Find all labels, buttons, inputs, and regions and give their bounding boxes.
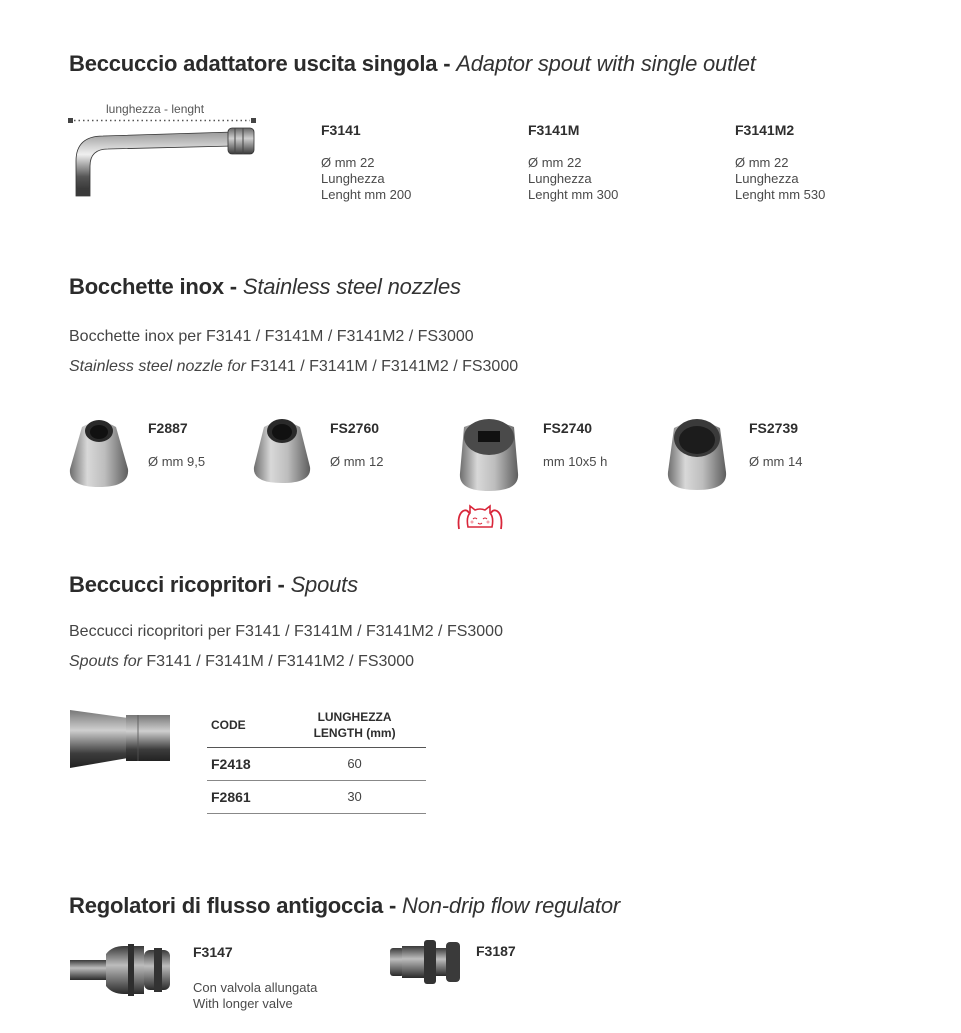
product-description-italian: Con valvola allungata: [193, 980, 318, 995]
dimension-endpoint: [251, 118, 256, 123]
intro-italian: Bocchette inox per F3141 / F3141M / F3141M2 / FS3000: [69, 328, 474, 345]
title-italian: Beccuccio adattatore uscita singola -: [69, 51, 457, 76]
section-intro: [69, 322, 518, 382]
product-description-english: With longer valve: [193, 996, 293, 1011]
product-code: FS2740: [543, 420, 593, 436]
row-length: 60: [347, 756, 362, 771]
product-length: Lenght mm 530: [735, 187, 826, 202]
title-italian: Bocchette inox -: [69, 274, 243, 299]
intro-english: Spouts for F3141 / F3141M / F3141M2 / FS3000: [69, 653, 415, 670]
nozzle-card: [543, 420, 607, 470]
dimension-label: lunghezza - lenght: [106, 102, 205, 116]
regulator-f3147-image: [68, 940, 176, 1000]
product-code: F3187: [476, 943, 516, 959]
nozzle-card: [148, 420, 205, 470]
adaptor-spout-image: [68, 116, 258, 202]
intro-italian: Beccucci ricopritori per F3141 / F3141M / F3141M2 / FS3000: [69, 623, 503, 640]
product-code: F3147: [193, 944, 233, 960]
product-length-label: Lunghezza: [528, 171, 592, 186]
product-code: F3141M2: [735, 122, 795, 138]
product-card: [735, 122, 825, 203]
section-intro: [69, 617, 503, 677]
column-header-length: LUNGHEZZA LENGTH (mm): [313, 709, 396, 740]
intro-english: Stainless steel nozzle for F3141 / F3141M / F3141M2 / FS3000: [69, 358, 519, 375]
section-title-spouts: [69, 572, 358, 598]
row-length: 30: [347, 789, 362, 804]
product-code: FS2739: [749, 420, 799, 436]
product-card: [528, 122, 618, 203]
column-header-code: CODE: [211, 717, 246, 732]
title-italian: Regolatori di flusso antigoccia -: [69, 893, 403, 918]
product-length-label: Lunghezza: [735, 171, 799, 186]
product-length-label: Lunghezza: [321, 171, 385, 186]
title-english: Adaptor spout with single outlet: [456, 51, 756, 76]
product-code: F3141: [321, 122, 361, 138]
product-spec: Ø mm 9,5: [148, 454, 206, 469]
product-length: Lenght mm 300: [528, 187, 619, 202]
product-card: [321, 122, 411, 203]
nozzle-image: [458, 417, 520, 493]
table-row: [207, 747, 426, 780]
title-english: Stainless steel nozzles: [242, 274, 461, 299]
title-english: Spouts: [290, 572, 358, 597]
row-code: F2418: [211, 755, 251, 772]
product-code: F2887: [148, 420, 188, 436]
nozzle-card: [749, 420, 802, 470]
section-title-regulators: [69, 893, 620, 919]
section-title-nozzles: [69, 274, 461, 300]
regulator-card: [193, 944, 317, 1012]
spouts-table: [207, 703, 426, 814]
row-code: F2861: [211, 788, 251, 805]
product-code: FS2760: [330, 420, 380, 436]
nozzle-image: [68, 417, 130, 489]
product-length: Lenght mm 200: [321, 187, 412, 202]
regulator-f3187-image: [388, 938, 464, 988]
table-header-row: [207, 703, 426, 747]
regulator-card: [476, 943, 516, 959]
spout-image: [68, 708, 172, 770]
product-diameter: Ø mm 22: [321, 155, 375, 170]
product-diameter: Ø mm 22: [735, 155, 789, 170]
product-spec: Ø mm 12: [330, 454, 384, 469]
title-english: Non-drip flow regulator: [402, 893, 620, 918]
nozzle-image: [252, 417, 312, 485]
product-spec: mm 10x5 h: [543, 454, 608, 469]
lucky-cat-watermark-icon: [455, 503, 505, 531]
product-diameter: Ø mm 22: [528, 155, 582, 170]
nozzle-image: [666, 416, 728, 492]
section-title-adaptor: [69, 51, 756, 77]
table-row: [207, 780, 426, 813]
product-code: F3141M: [528, 122, 580, 138]
title-italian: Beccucci ricopritori -: [69, 572, 291, 597]
product-spec: Ø mm 14: [749, 454, 803, 469]
nozzle-card: [330, 420, 383, 470]
dimension-endpoint: [68, 118, 73, 123]
